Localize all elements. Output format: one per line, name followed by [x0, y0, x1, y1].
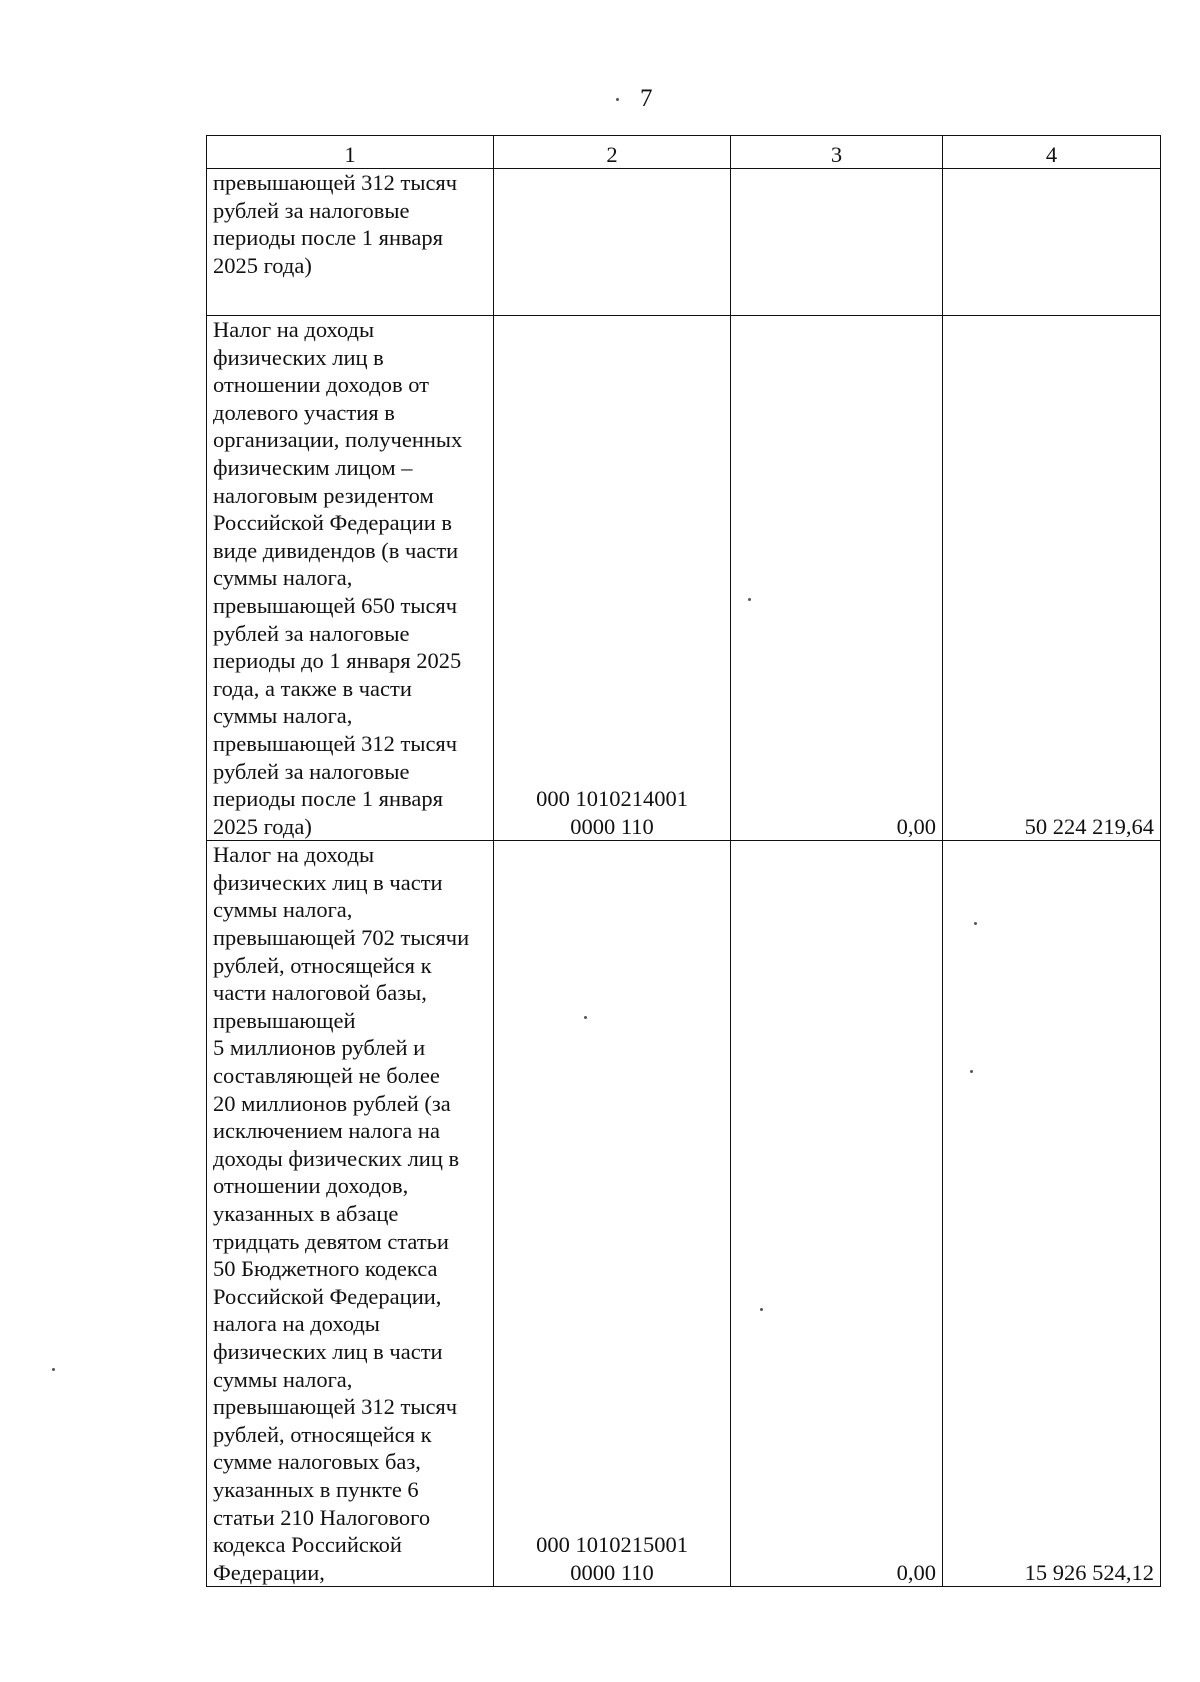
row-description: превышающей 312 тысяч рублей за налоговые периоды после 1 января 2025 года)	[207, 169, 494, 316]
row-description: Налог на доходы физических лиц в отношении доходов от долевого участия в организации, полученных физическим лицом – налоговым резидентом Российской Федерации в виде дивидендов (в части суммы налога, превышающей 650 тысяч рублей за налоговые периоды до 1 января 2025 года, а также в части суммы налога, превышающей 312 тысяч рублей за налоговые периоды после 1 января 2025 года)	[207, 316, 494, 841]
table-row	[207, 841, 1161, 1587]
column-header-1: 1	[207, 136, 494, 169]
scan-speck	[52, 1368, 55, 1371]
row-code: 000 1010215001 0000 110	[494, 841, 731, 1587]
row-description: Налог на доходы физических лиц в части суммы налога, превышающей 702 тысячи рублей, относящейся к части налоговой базы, превышающей 5 миллионов рублей и составляющей не более 20 миллионов рублей (за исключением налога на доходы физических лиц в отношении доходов, указанных в абзаце тридцать девятом статьи 50 Бюджетного кодекса Российской Федерации, налога на доходы физических лиц в части суммы налога, превышающей 312 тысяч рублей, относящейся к сумме налоговых баз, указанных в пункте 6 статьи 210 Налогового кодекса Российской Федерации,	[207, 841, 494, 1587]
page-number: 7	[640, 85, 653, 112]
row-col4-value	[943, 169, 1161, 316]
table-row	[207, 169, 1161, 316]
row-col3-value	[731, 169, 943, 316]
row-code: 000 1010214001 0000 110	[494, 316, 731, 841]
column-header-2: 2	[494, 136, 731, 169]
column-header-4: 4	[943, 136, 1161, 169]
scan-speck	[616, 98, 619, 101]
table-header-row	[207, 136, 1161, 169]
row-col4-value: 15 926 524,12	[943, 841, 1161, 1587]
row-code	[494, 169, 731, 316]
column-header-3: 3	[731, 136, 943, 169]
budget-revenue-table	[206, 135, 1161, 1587]
row-col3-value: 0,00	[731, 316, 943, 841]
row-col3-value: 0,00	[731, 841, 943, 1587]
table-row	[207, 316, 1161, 841]
row-col4-value: 50 224 219,64	[943, 316, 1161, 841]
